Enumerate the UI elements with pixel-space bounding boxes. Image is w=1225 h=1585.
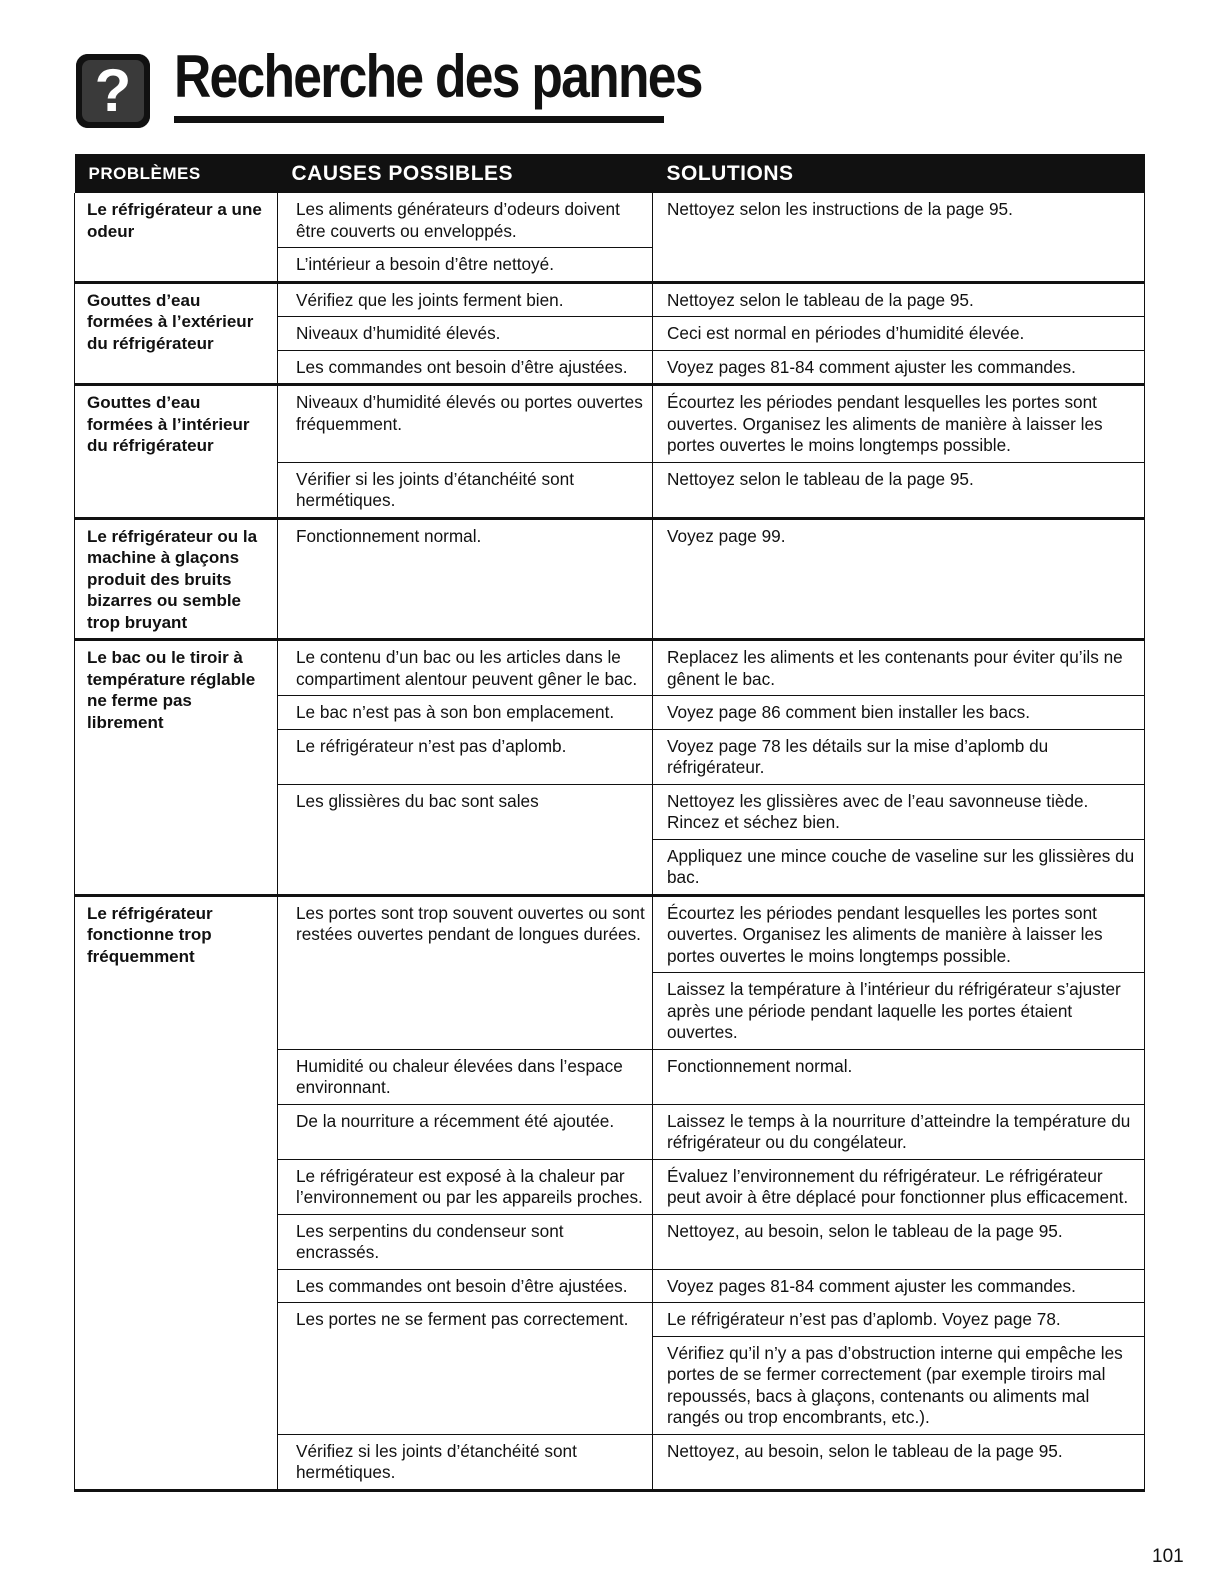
solution-cell: Appliquez une mince couche de vaseline sur les glissières du bac. [653,839,1145,895]
cause-cell: L’intérieur a besoin d’être nettoyé. [278,248,653,283]
solution-cell: Nettoyez selon le tableau de la page 95. [653,462,1145,518]
cause-cell: Les glissières du bac sont sales [278,784,653,839]
table-header-row [75,154,1145,193]
cause-cell: Les commandes ont besoin d’être ajustées. [278,1269,653,1303]
table-row [75,640,1145,696]
table-row [75,385,1145,463]
cause-cell [278,1336,653,1434]
solution-cell: Ceci est normal en périodes d’humidité élevée. [653,317,1145,351]
page-header [74,40,702,130]
solution-cell: Nettoyez, au besoin, selon le tableau de la page 95. [653,1434,1145,1490]
solution-cell: Nettoyez les glissières avec de l’eau savonneuse tiède. Rincez et séchez bien. [653,784,1145,839]
table-body [75,193,1145,1490]
solution-cell: Voyez pages 81-84 comment ajuster les commandes. [653,1269,1145,1303]
table-row [75,518,1145,640]
cause-cell: Les portes ne se ferment pas correctement. [278,1303,653,1337]
troubleshooting-table [74,154,1145,1492]
column-header-causes: CAUSES POSSIBLES [278,154,653,193]
cause-cell: Les commandes ont besoin d’être ajustées. [278,350,653,385]
column-header-problems: PROBLÈMES [75,154,278,193]
solution-cell: Nettoyez selon le tableau de la page 95. [653,282,1145,317]
solution-cell: Écourtez les périodes pendant lesquelles les portes sont ouvertes. Organisez les aliments de manière à laisser les portes ouvertes le moins longtemps possible. [653,895,1145,973]
cause-cell: Niveaux d’humidité élevés. [278,317,653,351]
solution-cell: Voyez page 78 les détails sur la mise d’aplomb du réfrigérateur. [653,729,1145,784]
table-row [75,895,1145,973]
table-row [75,282,1145,317]
table-row [75,193,1145,248]
cause-cell [278,839,653,895]
problem-cell: Le réfrigérateur ou la machine à glaçons produit des bruits bizarres ou semble trop bruyant [75,518,278,640]
solution-cell: Vérifiez qu’il n’y a pas d’obstruction interne qui empêche les portes de se fermer correctement (par exemple tiroirs mal repoussés, bacs à glaçons, contenants ou aliments mal rangés ou trop encombrants, etc.). [653,1336,1145,1434]
solution-cell: Replacez les aliments et les contenants pour éviter qu’ils ne gênent le bac. [653,640,1145,696]
page-title: Recherche des pannes [174,43,702,110]
cause-cell: De la nourriture a récemment été ajoutée. [278,1104,653,1159]
solution-cell: Fonctionnement normal. [653,1049,1145,1104]
title-underline [174,116,664,123]
cause-cell: Fonctionnement normal. [278,518,653,640]
solution-cell: Évaluez l’environnement du réfrigérateur. Le réfrigérateur peut avoir à être déplacé pour fonctionner plus efficacement. [653,1159,1145,1214]
solution-cell: Nettoyez selon les instructions de la page 95. [653,193,1145,248]
solution-cell: Nettoyez, au besoin, selon le tableau de la page 95. [653,1214,1145,1269]
svg-text:?: ? [94,57,132,124]
cause-cell: Niveaux d’humidité élevés ou portes ouvertes fréquemment. [278,385,653,463]
cause-cell: Les portes sont trop souvent ouvertes ou sont restées ouvertes pendant de longues durées. [278,895,653,973]
problem-cell: Le réfrigérateur fonctionne trop fréquemment [75,895,278,1490]
solution-cell: Voyez page 99. [653,518,1145,640]
problem-cell: Le bac ou le tiroir à température réglable ne ferme pas librement [75,640,278,896]
cause-cell: Vérifier si les joints d’étanchéité sont hermétiques. [278,462,653,518]
cause-cell: Humidité ou chaleur élevées dans l’espace environnant. [278,1049,653,1104]
cause-cell: Le bac n’est pas à son bon emplacement. [278,696,653,730]
problem-cell: Gouttes d’eau formées à l’intérieur du réfrigérateur [75,385,278,519]
cause-cell: Le réfrigérateur est exposé à la chaleur par l’environnement ou par les appareils proches. [278,1159,653,1214]
solution-cell: Voyez pages 81-84 comment ajuster les commandes. [653,350,1145,385]
cause-cell: Le réfrigérateur n’est pas d’aplomb. [278,729,653,784]
solution-cell: Laissez le temps à la nourriture d’atteindre la température du réfrigérateur ou du congélateur. [653,1104,1145,1159]
problem-cell: Le réfrigérateur a une odeur [75,193,278,282]
cause-cell: Les aliments générateurs d’odeurs doivent être couverts ou enveloppés. [278,193,653,248]
cause-cell: Les serpentins du condenseur sont encrassés. [278,1214,653,1269]
problem-cell: Gouttes d’eau formées à l’extérieur du réfrigérateur [75,282,278,385]
column-header-solutions: SOLUTIONS [653,154,1145,193]
solution-cell: Laissez la température à l’intérieur du réfrigérateur s’ajuster après une période pendant laquelle les portes étaient ouvertes. [653,973,1145,1050]
cause-cell: Le contenu d’un bac ou les articles dans le compartiment alentour peuvent gêner le bac. [278,640,653,696]
solution-cell: Écourtez les périodes pendant lesquelles les portes sont ouvertes. Organisez les aliments de manière à laisser les portes ouvertes le moins longtemps possible. [653,385,1145,463]
cause-cell: Vérifiez si les joints d’étanchéité sont hermétiques. [278,1434,653,1490]
cause-cell [278,973,653,1050]
solution-cell: Voyez page 86 comment bien installer les bacs. [653,696,1145,730]
question-mark-icon [76,54,150,128]
solution-cell [653,248,1145,283]
cause-cell: Vérifiez que les joints ferment bien. [278,282,653,317]
page-number: 101 [1152,1546,1184,1567]
solution-cell: Le réfrigérateur n’est pas d’aplomb. Voyez page 78. [653,1303,1145,1337]
